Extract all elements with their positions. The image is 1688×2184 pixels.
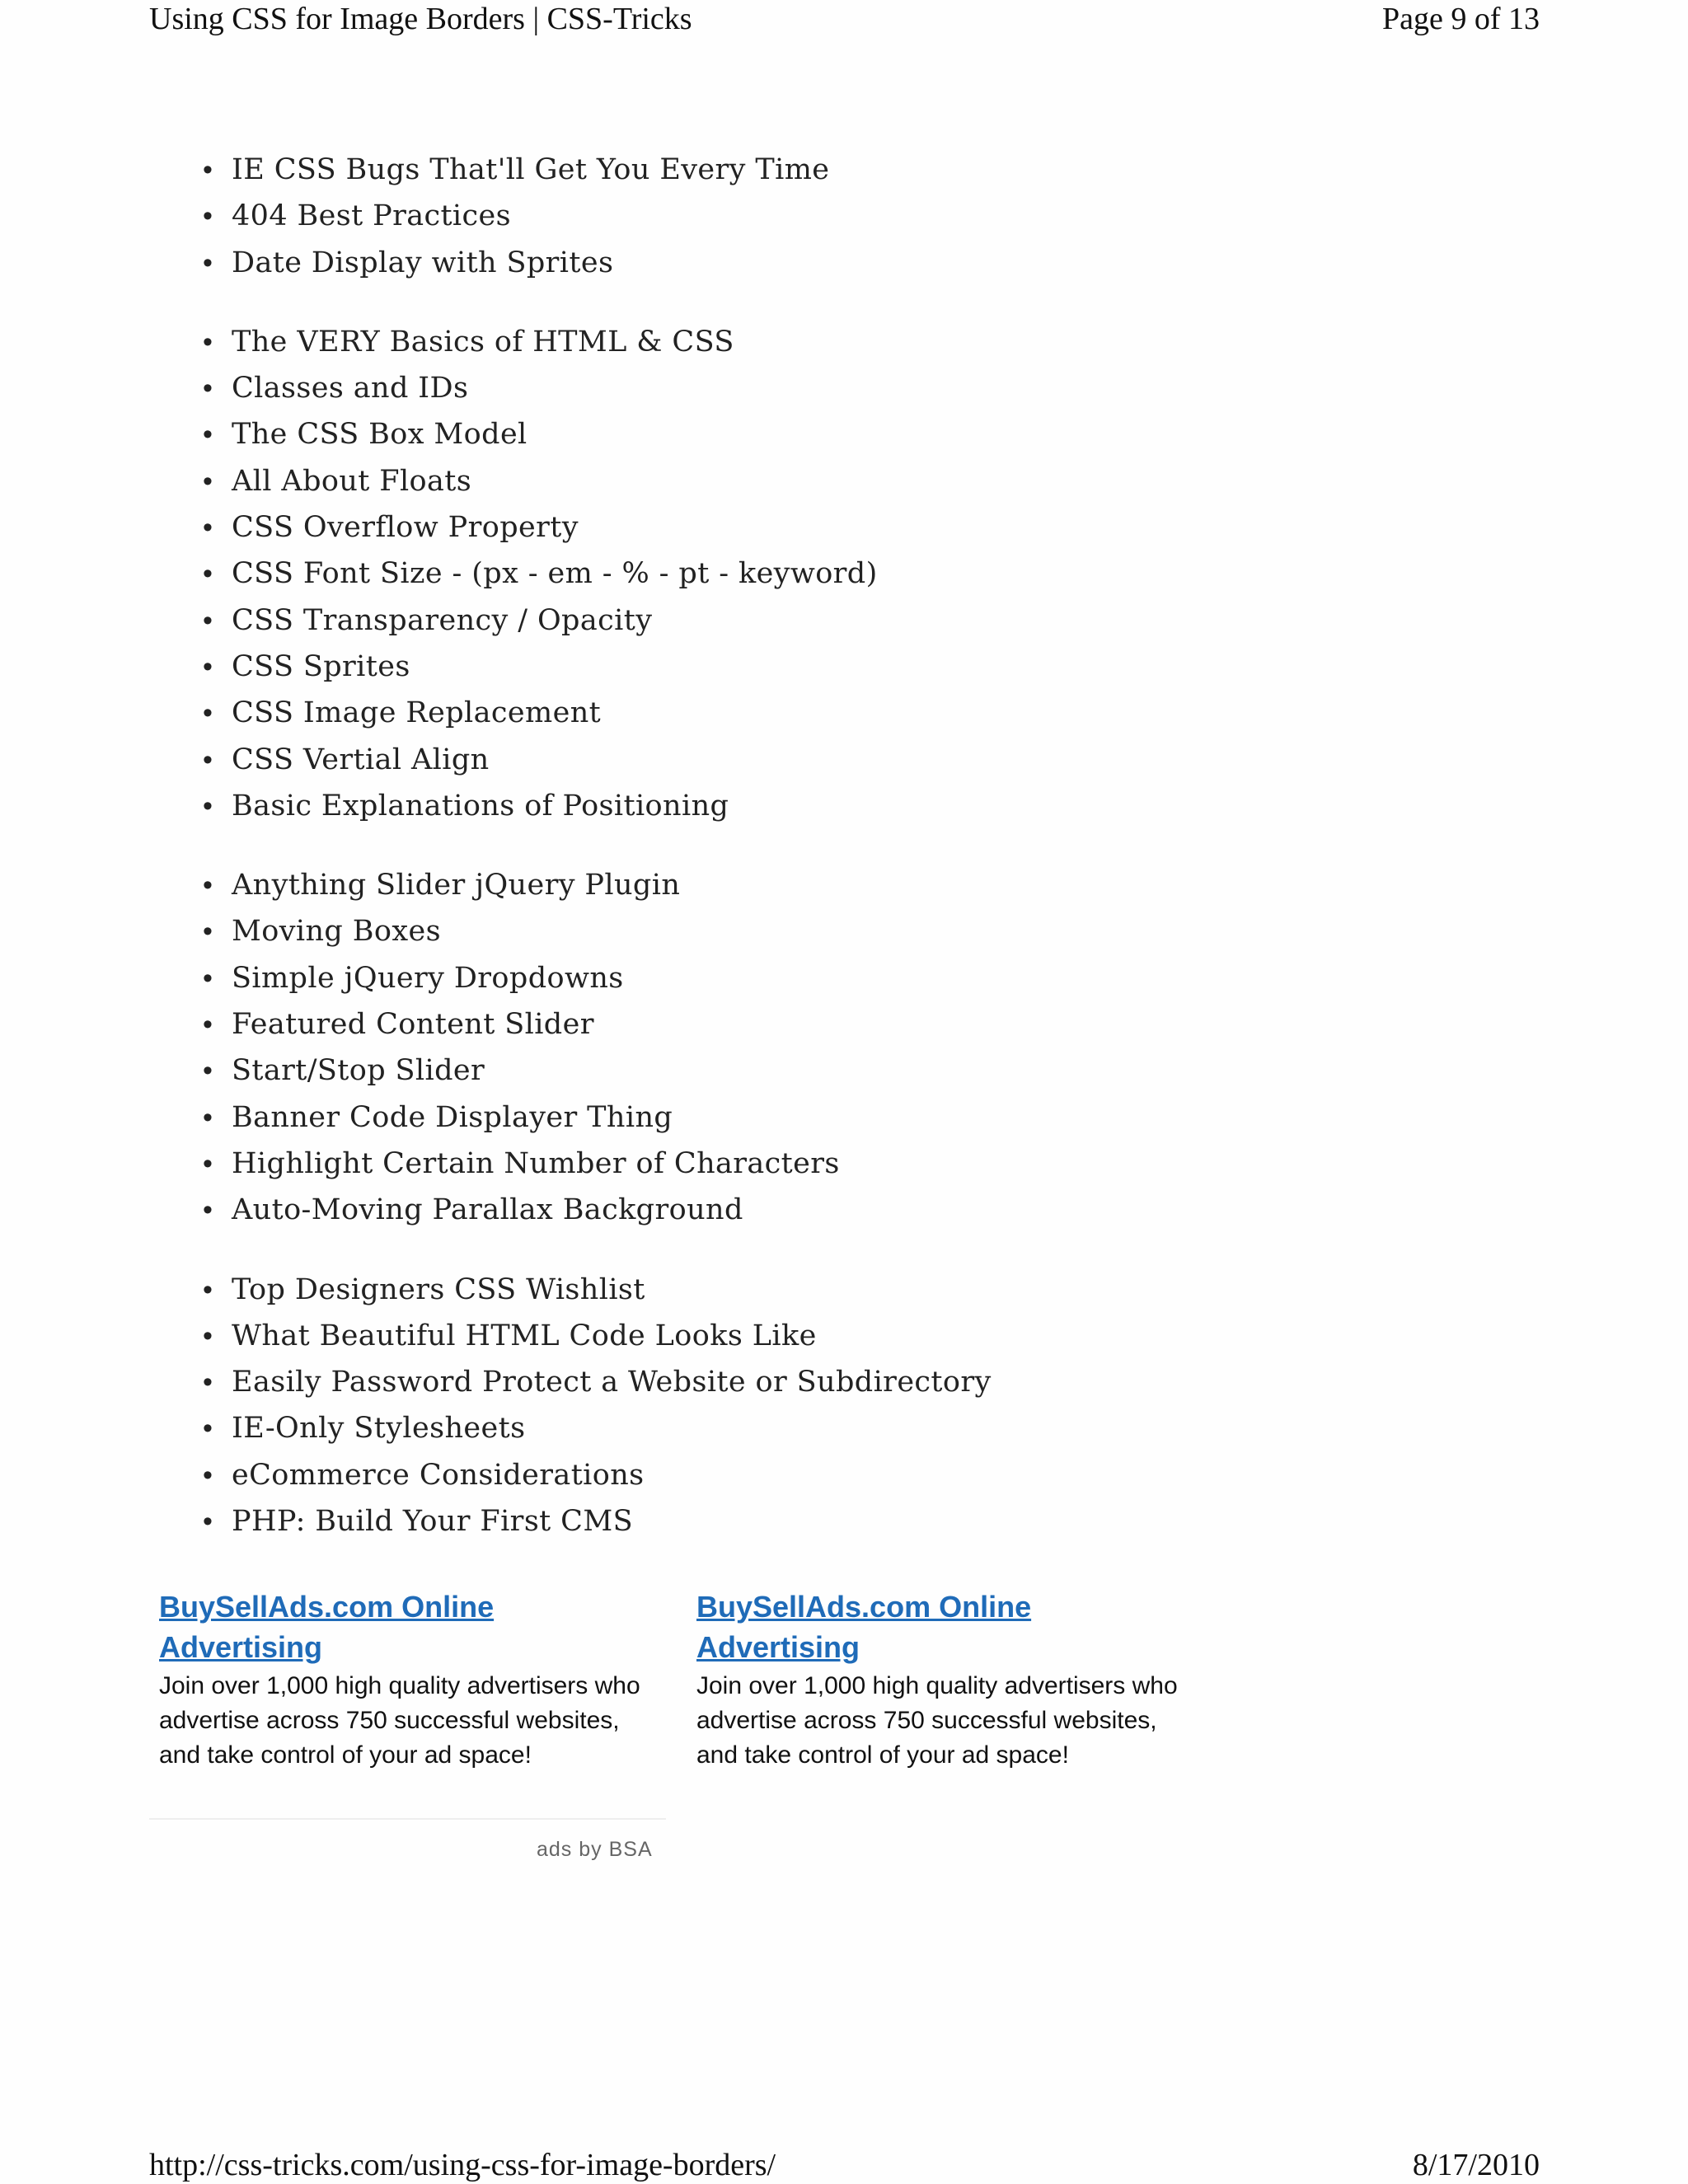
list-item-label: CSS Font Size - (px - em - % - pt - keyword) — [232, 557, 878, 591]
list-item[interactable] — [203, 598, 992, 644]
bullet-icon: • — [203, 326, 213, 358]
bullet-icon: • — [203, 869, 213, 902]
list-item[interactable] — [203, 1141, 992, 1187]
list-item[interactable] — [203, 1359, 992, 1405]
list-item[interactable] — [203, 1452, 992, 1498]
list-item[interactable] — [203, 783, 992, 829]
page-header-title: Using CSS for Image Borders | CSS-Tricks — [149, 2, 692, 36]
page-number: Page 9 of 13 — [1381, 2, 1540, 36]
bullet-icon: • — [203, 200, 213, 232]
list-item-label: The CSS Box Model — [232, 418, 528, 452]
bullet-icon: • — [203, 1194, 213, 1226]
list-item-label: CSS Image Replacement — [232, 696, 602, 730]
list-item-label: CSS Vertial Align — [232, 743, 490, 776]
list-item-label: CSS Transparency / Opacity — [232, 603, 653, 637]
page-footer-url: http://css-tricks.com/using-css-for-image-borders/ — [149, 2148, 776, 2182]
list-item-label: Highlight Certain Number of Characters — [232, 1146, 840, 1180]
bullet-icon: • — [203, 1366, 213, 1399]
bullet-icon: • — [203, 1319, 213, 1352]
list-item-label: Moving Boxes — [232, 915, 441, 949]
list-item[interactable] — [203, 551, 992, 597]
ads-by-bsa-link[interactable]: ads by BSA — [537, 1838, 653, 1861]
list-item[interactable] — [203, 458, 992, 504]
list-item[interactable] — [203, 1498, 992, 1544]
link-group — [203, 1267, 992, 1545]
bullet-icon: • — [203, 558, 213, 590]
list-item[interactable] — [203, 319, 992, 365]
list-item[interactable] — [203, 690, 992, 736]
list-item-label: IE CSS Bugs That'll Get You Every Time — [232, 153, 830, 186]
list-item[interactable] — [203, 1313, 992, 1359]
list-item[interactable] — [203, 1187, 992, 1233]
bullet-icon: • — [203, 743, 213, 776]
list-item-label: PHP: Build Your First CMS — [232, 1505, 633, 1539]
bullet-icon: • — [203, 1273, 213, 1305]
list-item[interactable] — [203, 240, 992, 286]
list-item[interactable] — [203, 1094, 992, 1141]
bullet-icon: • — [203, 790, 213, 822]
bullet-icon: • — [203, 1055, 213, 1087]
list-item-label: Auto-Moving Parallax Background — [232, 1193, 743, 1227]
list-item[interactable] — [203, 1405, 992, 1451]
bullet-icon: • — [203, 1413, 213, 1445]
list-item-label: eCommerce Considerations — [232, 1458, 645, 1492]
list-item[interactable] — [203, 862, 992, 908]
list-item[interactable] — [203, 147, 992, 193]
list-item-label: IE-Only Stylesheets — [232, 1412, 526, 1446]
list-item-label: What Beautiful HTML Code Looks Like — [232, 1319, 817, 1352]
bullet-icon: • — [203, 697, 213, 729]
ad-title-link[interactable]: BuySellAds.com Online Advertising — [159, 1590, 495, 1664]
list-item-label: Anything Slider jQuery Plugin — [232, 869, 681, 902]
list-item-label: CSS Overflow Property — [232, 511, 579, 545]
bullet-icon: • — [203, 962, 213, 994]
bullet-icon: • — [203, 465, 213, 497]
list-item[interactable] — [203, 644, 992, 690]
ad-unit — [696, 1586, 1207, 1773]
ad-description: Join over 1,000 high quality advertisers who advertise across 750 successful websites, and take control of your ad space! — [159, 1672, 640, 1769]
list-item[interactable] — [203, 1267, 992, 1313]
related-links-lists — [203, 147, 992, 1577]
list-item[interactable] — [203, 504, 992, 551]
list-item-label: All About Floats — [232, 464, 472, 498]
ad-title-link[interactable]: BuySellAds.com Online Advertising — [696, 1590, 1032, 1664]
list-item-label: The VERY Basics of HTML & CSS — [232, 325, 734, 359]
list-item-label: Banner Code Displayer Thing — [232, 1100, 673, 1134]
bullet-icon: • — [203, 1009, 213, 1041]
list-item[interactable] — [203, 737, 992, 783]
list-item-label: Featured Content Slider — [232, 1008, 594, 1042]
bullet-icon: • — [203, 650, 213, 682]
bullet-icon: • — [203, 916, 213, 948]
list-item-label: Classes and IDs — [232, 372, 469, 405]
bullet-icon: • — [203, 246, 213, 279]
bullet-icon: • — [203, 604, 213, 636]
list-item[interactable] — [203, 365, 992, 411]
list-item[interactable] — [203, 955, 992, 1001]
list-item-label: Easily Password Protect a Website or Subdirectory — [232, 1366, 992, 1399]
ad-description: Join over 1,000 high quality advertisers who advertise across 750 successful websites, and take control of your ad space! — [696, 1672, 1178, 1769]
page-footer-date: 8/17/2010 — [1412, 2148, 1540, 2182]
bullet-icon: • — [203, 1101, 213, 1133]
bullet-icon: • — [203, 373, 213, 405]
list-item[interactable] — [203, 411, 992, 457]
link-group — [203, 319, 992, 829]
list-item[interactable] — [203, 1047, 992, 1094]
ad-unit — [159, 1586, 670, 1773]
list-item[interactable] — [203, 193, 992, 239]
list-item-label: CSS Sprites — [232, 649, 410, 683]
ad-divider — [149, 1818, 666, 1820]
list-item-label: 404 Best Practices — [232, 199, 511, 233]
bullet-icon: • — [203, 154, 213, 185]
bullet-icon: • — [203, 512, 213, 544]
link-group — [203, 862, 992, 1233]
list-item-label: Start/Stop Slider — [232, 1054, 485, 1088]
bullet-icon: • — [203, 1506, 213, 1538]
bullet-icon: • — [203, 1459, 213, 1491]
list-item-label: Top Designers CSS Wishlist — [232, 1272, 645, 1306]
list-item-label: Simple jQuery Dropdowns — [232, 961, 624, 995]
link-group — [203, 147, 992, 286]
list-item[interactable] — [203, 908, 992, 954]
list-item-label: Basic Explanations of Positioning — [232, 789, 729, 823]
bullet-icon: • — [203, 419, 213, 451]
bullet-icon: • — [203, 1147, 213, 1179]
list-item-label: Date Display with Sprites — [232, 246, 614, 279]
list-item[interactable] — [203, 1001, 992, 1047]
